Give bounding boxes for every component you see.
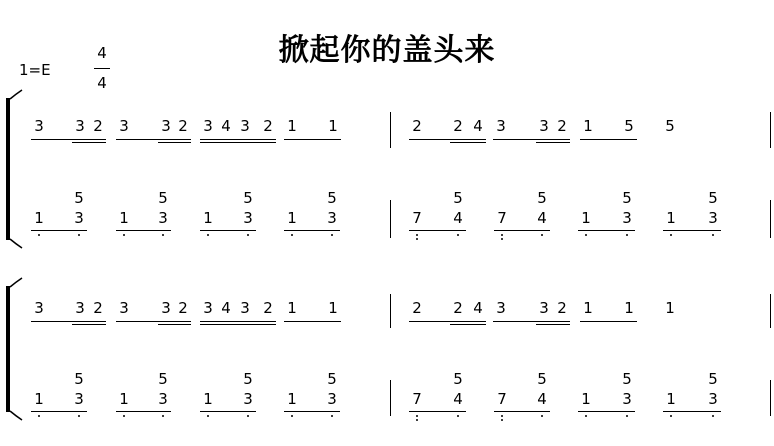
accompaniment-chord-note: 3 bbox=[74, 390, 84, 408]
half-beat-underline bbox=[409, 321, 486, 322]
accompaniment-bass-note: 1 bbox=[287, 209, 297, 227]
accompaniment-chord-top-note: 5 bbox=[537, 370, 547, 388]
melody-note: 4 bbox=[221, 117, 231, 135]
accompaniment-bass-note: 1 bbox=[119, 390, 129, 408]
accompaniment-bass-note: 1 bbox=[34, 209, 44, 227]
melody-note: 4 bbox=[473, 299, 483, 317]
low-octave-dot bbox=[78, 415, 80, 417]
accompaniment-bass-note: 1 bbox=[581, 209, 591, 227]
melody-note: 4 bbox=[221, 299, 231, 317]
low-octave-dot bbox=[501, 238, 503, 240]
melody-note: 3 bbox=[240, 299, 250, 317]
accompaniment-chord-note: 3 bbox=[74, 209, 84, 227]
half-beat-underline bbox=[284, 139, 341, 140]
accompaniment-chord-top-note: 5 bbox=[74, 370, 84, 388]
melody-note: 1 bbox=[583, 299, 593, 317]
melody-note: 3 bbox=[496, 299, 506, 317]
accompaniment-chord-top-note: 5 bbox=[327, 370, 337, 388]
accompaniment-chord-note: 3 bbox=[708, 209, 718, 227]
low-octave-dot bbox=[247, 415, 249, 417]
accompaniment-chord-note: 3 bbox=[158, 390, 168, 408]
melody-note: 2 bbox=[263, 117, 273, 135]
half-beat-underline bbox=[409, 411, 466, 412]
accompaniment-bass-note: 1 bbox=[203, 390, 213, 408]
low-octave-dot bbox=[247, 234, 249, 236]
barline bbox=[390, 380, 391, 416]
melody-note: 3 bbox=[75, 117, 85, 135]
half-beat-underline bbox=[284, 230, 340, 231]
accompaniment-chord-note: 3 bbox=[327, 209, 337, 227]
melody-note: 2 bbox=[557, 299, 567, 317]
melody-note: 1 bbox=[287, 299, 297, 317]
accompaniment-bass-note: 1 bbox=[581, 390, 591, 408]
low-octave-dot bbox=[162, 234, 164, 236]
low-octave-dot bbox=[670, 415, 672, 417]
melody-note: 3 bbox=[161, 117, 171, 135]
half-beat-underline bbox=[31, 411, 87, 412]
accompaniment-chord-top-note: 5 bbox=[243, 189, 253, 207]
system-1-bracket bbox=[8, 90, 22, 248]
half-beat-underline bbox=[116, 139, 191, 140]
melody-note: 2 bbox=[412, 117, 422, 135]
melody-note: 3 bbox=[539, 117, 549, 135]
accompaniment-bass-note: 1 bbox=[34, 390, 44, 408]
half-beat-underline bbox=[200, 411, 256, 412]
half-beat-underline bbox=[578, 230, 635, 231]
accompaniment-chord-top-note: 5 bbox=[74, 189, 84, 207]
barline bbox=[770, 112, 771, 148]
half-beat-underline bbox=[493, 321, 570, 322]
melody-note: 1 bbox=[328, 299, 338, 317]
quarter-beat-underline bbox=[536, 142, 570, 143]
accompaniment-bass-note: 1 bbox=[119, 209, 129, 227]
melody-note: 2 bbox=[557, 117, 567, 135]
low-octave-dot bbox=[123, 415, 125, 417]
half-beat-underline bbox=[31, 230, 87, 231]
melody-note: 3 bbox=[161, 299, 171, 317]
half-beat-underline bbox=[116, 321, 191, 322]
score-title: 掀起你的盖头来 bbox=[278, 33, 496, 68]
accompaniment-chord-note: 3 bbox=[158, 209, 168, 227]
quarter-beat-underline bbox=[158, 142, 191, 143]
low-octave-dot bbox=[585, 415, 587, 417]
accompaniment-bass-note: 1 bbox=[666, 390, 676, 408]
melody-note: 2 bbox=[453, 117, 463, 135]
barline bbox=[390, 200, 391, 238]
barline bbox=[390, 112, 391, 148]
half-beat-underline bbox=[580, 139, 637, 140]
quarter-beat-underline bbox=[158, 324, 191, 325]
half-beat-underline bbox=[116, 230, 171, 231]
low-octave-dot bbox=[501, 419, 503, 421]
low-octave-dot bbox=[416, 415, 418, 417]
barline bbox=[390, 294, 391, 328]
half-beat-underline bbox=[409, 139, 486, 140]
accompaniment-chord-note: 4 bbox=[453, 390, 463, 408]
accompaniment-chord-top-note: 5 bbox=[158, 370, 168, 388]
half-beat-underline bbox=[494, 230, 550, 231]
low-octave-dot bbox=[712, 234, 714, 236]
accompaniment-bass-note: 7 bbox=[412, 209, 422, 227]
half-beat-underline bbox=[409, 230, 466, 231]
melody-note: 3 bbox=[75, 299, 85, 317]
low-octave-dot bbox=[457, 234, 459, 236]
barline bbox=[770, 294, 771, 328]
melody-note: 2 bbox=[263, 299, 273, 317]
melody-note: 3 bbox=[240, 117, 250, 135]
low-octave-dot bbox=[501, 234, 503, 236]
accompaniment-chord-note: 3 bbox=[622, 209, 632, 227]
half-beat-underline bbox=[284, 411, 340, 412]
low-octave-dot bbox=[291, 234, 293, 236]
accompaniment-chord-top-note: 5 bbox=[708, 189, 718, 207]
accompaniment-chord-note: 4 bbox=[453, 209, 463, 227]
half-beat-underline bbox=[493, 139, 570, 140]
half-beat-underline bbox=[200, 321, 276, 322]
accompaniment-chord-top-note: 5 bbox=[243, 370, 253, 388]
accompaniment-chord-top-note: 5 bbox=[453, 370, 463, 388]
accompaniment-chord-top-note: 5 bbox=[537, 189, 547, 207]
key-signature: 1=E bbox=[19, 61, 51, 79]
accompaniment-bass-note: 7 bbox=[497, 390, 507, 408]
low-octave-dot bbox=[501, 415, 503, 417]
half-beat-underline bbox=[200, 139, 276, 140]
melody-note: 5 bbox=[665, 117, 675, 135]
half-beat-underline bbox=[663, 411, 721, 412]
accompaniment-chord-top-note: 5 bbox=[158, 189, 168, 207]
accompaniment-chord-top-note: 5 bbox=[708, 370, 718, 388]
low-octave-dot bbox=[626, 234, 628, 236]
melody-note: 1 bbox=[287, 117, 297, 135]
low-octave-dot bbox=[416, 419, 418, 421]
low-octave-dot bbox=[541, 234, 543, 236]
accompaniment-chord-note: 4 bbox=[537, 209, 547, 227]
low-octave-dot bbox=[38, 415, 40, 417]
melody-note: 3 bbox=[119, 299, 129, 317]
low-octave-dot bbox=[78, 234, 80, 236]
melody-note: 4 bbox=[473, 117, 483, 135]
time-signature-bottom: 4 bbox=[97, 74, 107, 92]
low-octave-dot bbox=[626, 415, 628, 417]
quarter-beat-underline bbox=[200, 142, 276, 143]
quarter-beat-underline bbox=[450, 142, 486, 143]
half-beat-underline bbox=[284, 321, 341, 322]
low-octave-dot bbox=[416, 238, 418, 240]
low-octave-dot bbox=[38, 234, 40, 236]
accompaniment-chord-note: 3 bbox=[327, 390, 337, 408]
barline bbox=[770, 200, 771, 238]
half-beat-underline bbox=[578, 411, 635, 412]
melody-note: 2 bbox=[453, 299, 463, 317]
melody-note: 2 bbox=[93, 299, 103, 317]
barline bbox=[770, 380, 771, 416]
low-octave-dot bbox=[331, 234, 333, 236]
accompaniment-chord-note: 3 bbox=[243, 209, 253, 227]
low-octave-dot bbox=[331, 415, 333, 417]
melody-note: 1 bbox=[665, 299, 675, 317]
melody-note: 1 bbox=[583, 117, 593, 135]
accompaniment-bass-note: 7 bbox=[412, 390, 422, 408]
accompaniment-bass-note: 1 bbox=[287, 390, 297, 408]
melody-note: 3 bbox=[496, 117, 506, 135]
accompaniment-chord-top-note: 5 bbox=[327, 189, 337, 207]
melody-note: 3 bbox=[539, 299, 549, 317]
accompaniment-bass-note: 1 bbox=[666, 209, 676, 227]
low-octave-dot bbox=[123, 234, 125, 236]
melody-note: 2 bbox=[178, 299, 188, 317]
low-octave-dot bbox=[291, 415, 293, 417]
low-octave-dot bbox=[712, 415, 714, 417]
half-beat-underline bbox=[31, 139, 106, 140]
accompaniment-chord-note: 4 bbox=[537, 390, 547, 408]
accompaniment-chord-top-note: 5 bbox=[622, 189, 632, 207]
low-octave-dot bbox=[207, 415, 209, 417]
quarter-beat-underline bbox=[536, 324, 570, 325]
melody-note: 3 bbox=[119, 117, 129, 135]
accompaniment-chord-note: 3 bbox=[622, 390, 632, 408]
half-beat-underline bbox=[31, 321, 106, 322]
accompaniment-chord-top-note: 5 bbox=[622, 370, 632, 388]
melody-note: 3 bbox=[34, 299, 44, 317]
melody-note: 1 bbox=[328, 117, 338, 135]
accompaniment-chord-note: 3 bbox=[708, 390, 718, 408]
low-octave-dot bbox=[162, 415, 164, 417]
accompaniment-bass-note: 1 bbox=[203, 209, 213, 227]
melody-note: 3 bbox=[203, 117, 213, 135]
melody-note: 2 bbox=[178, 117, 188, 135]
half-beat-underline bbox=[200, 230, 256, 231]
melody-note: 5 bbox=[624, 117, 634, 135]
low-octave-dot bbox=[457, 415, 459, 417]
low-octave-dot bbox=[585, 234, 587, 236]
quarter-beat-underline bbox=[72, 324, 106, 325]
half-beat-underline bbox=[494, 411, 550, 412]
time-signature-top: 4 bbox=[97, 44, 107, 62]
melody-note: 2 bbox=[93, 117, 103, 135]
low-octave-dot bbox=[207, 234, 209, 236]
accompaniment-chord-note: 3 bbox=[243, 390, 253, 408]
melody-note: 3 bbox=[34, 117, 44, 135]
half-beat-underline bbox=[663, 230, 721, 231]
low-octave-dot bbox=[670, 234, 672, 236]
melody-note: 3 bbox=[203, 299, 213, 317]
accompaniment-bass-note: 7 bbox=[497, 209, 507, 227]
system-2-bracket bbox=[8, 278, 22, 420]
quarter-beat-underline bbox=[72, 142, 106, 143]
quarter-beat-underline bbox=[200, 324, 276, 325]
melody-note: 1 bbox=[624, 299, 634, 317]
half-beat-underline bbox=[116, 411, 171, 412]
quarter-beat-underline bbox=[450, 324, 486, 325]
half-beat-underline bbox=[580, 321, 637, 322]
accompaniment-chord-top-note: 5 bbox=[453, 189, 463, 207]
low-octave-dot bbox=[416, 234, 418, 236]
low-octave-dot bbox=[541, 415, 543, 417]
melody-note: 2 bbox=[412, 299, 422, 317]
